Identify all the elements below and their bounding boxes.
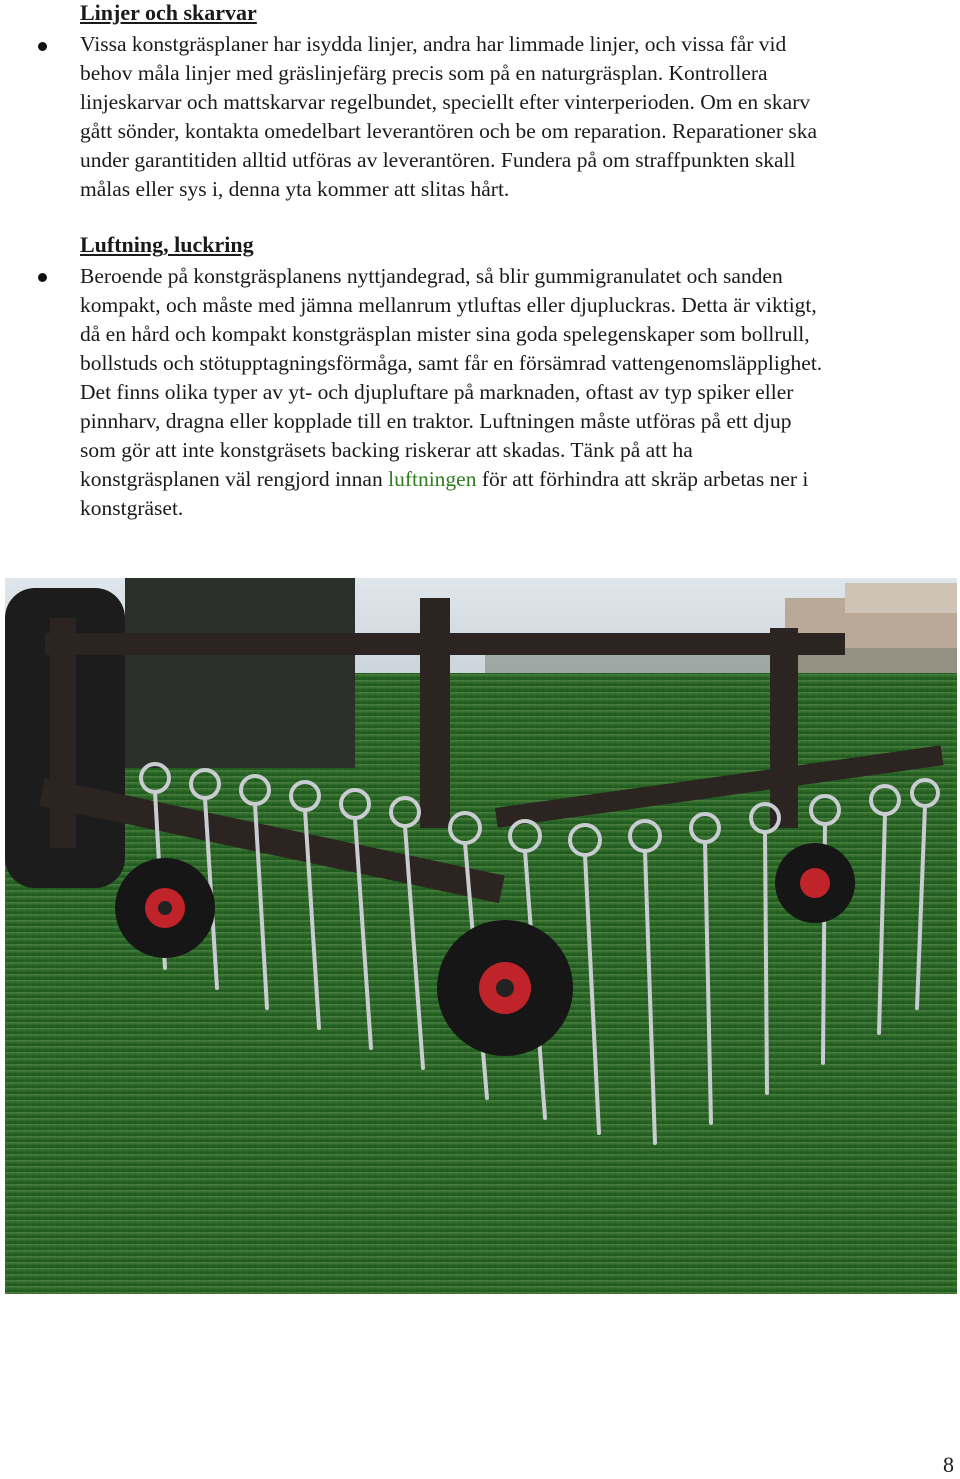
text-line: gått sönder, kontakta omedelbart leverantören och be om reparation. Reparationer ska bbox=[80, 119, 818, 143]
text-line: linjeskarvar och mattskarvar regelbundet, speciellt efter vinterperioden. Om en skarv bbox=[80, 90, 811, 114]
frame-post bbox=[770, 628, 798, 828]
text-line: Beroende på konstgräsplanens nyttjandegrad, så blir gummigranulatet och sanden bbox=[80, 264, 783, 288]
text-line: målas eller sys i, denna yta kommer att slitas hårt. bbox=[80, 177, 510, 201]
text-line: pinnharv, dragna eller kopplade till en traktor. Luftningen måste utföras på ett djup bbox=[80, 409, 792, 433]
bullet-icon bbox=[38, 273, 47, 282]
text-line-with-link bbox=[80, 465, 960, 494]
text-line: under garantitiden alltid utföras av leverantören. Fundera på om straffpunkten skall bbox=[80, 148, 796, 172]
tractor-body bbox=[125, 578, 355, 768]
wheel-right bbox=[775, 843, 855, 923]
background-building bbox=[845, 583, 957, 613]
text-line: bollstuds och stötupptagningsförmåga, samt får en försämrad vattengenomsläpplighet. bbox=[80, 351, 823, 375]
luftningen-link[interactable]: luftningen bbox=[388, 467, 477, 491]
harrow-photo bbox=[5, 578, 957, 1294]
text-line: behov måla linjer med gräslinjefärg precis som på en naturgräsplan. Kontrollera bbox=[80, 61, 768, 85]
section-heading-linjer: Linjer och skarvar bbox=[80, 0, 257, 25]
paragraph-luftning bbox=[80, 262, 960, 523]
text-segment: för att förhindra att skräp arbetas ner i bbox=[476, 467, 809, 491]
frame-post bbox=[50, 618, 76, 848]
wheel-left bbox=[115, 858, 215, 958]
section-heading-luftning: Luftning, luckring bbox=[80, 232, 254, 257]
text-segment: konstgräsplanen väl rengjord innan bbox=[80, 467, 389, 491]
frame-post bbox=[420, 598, 450, 828]
text-line: Det finns olika typer av yt- och djupluftare på marknaden, oftast av typ spiker eller bbox=[80, 380, 794, 404]
paragraph-linjer bbox=[80, 30, 960, 204]
page-number: 8 bbox=[943, 1452, 954, 1477]
text-line: Vissa konstgräsplaner har isydda linjer, andra har limmade linjer, och vissa får vid bbox=[80, 32, 787, 56]
wheel-center bbox=[437, 920, 573, 1056]
text-line: då en hård och kompakt konstgräsplan mister sina goda spelegenskaper som bollrull, bbox=[80, 322, 810, 346]
bullet-icon bbox=[38, 42, 47, 51]
text-line: konstgräset. bbox=[80, 496, 184, 520]
text-line: som gör att inte konstgräsets backing riskerar att skadas. Tänk på att ha bbox=[80, 438, 693, 462]
text-line: kompakt, och måste med jämna mellanrum ytluftas eller djupluckras. Detta är viktigt, bbox=[80, 293, 817, 317]
